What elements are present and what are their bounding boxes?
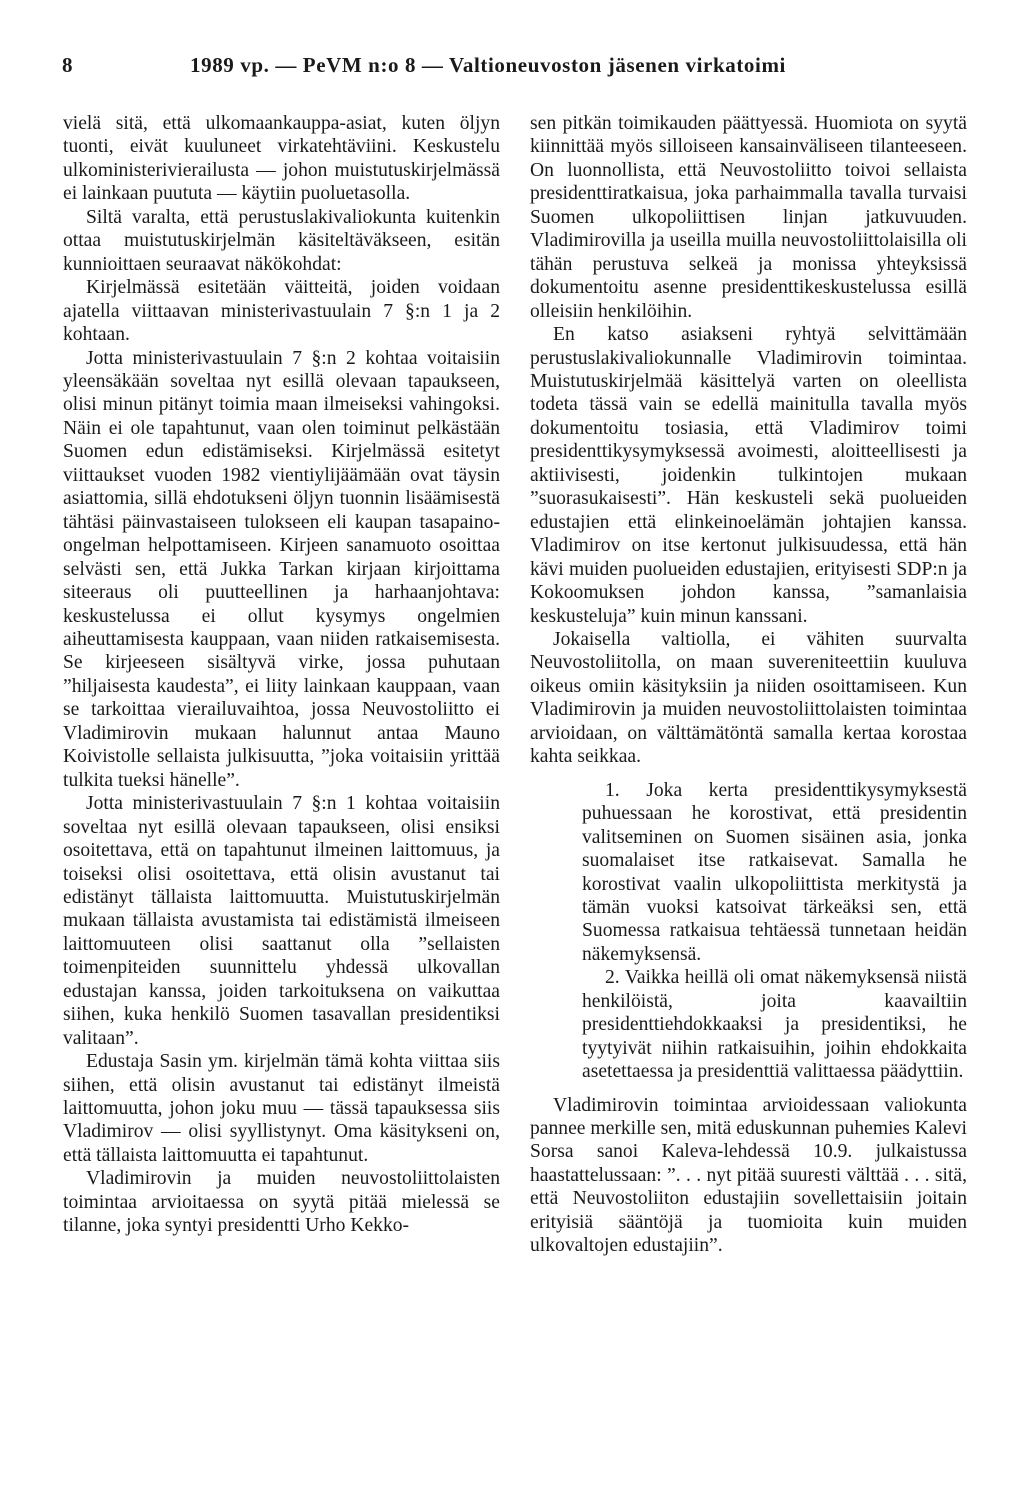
paragraph: Vladimirovin toimintaa arvioidessaan valiokunta pannee merkille sen, mitä eduskunnan puhemies Kalevi Sorsa sanoi Kaleva-lehdessä 10.9. julkaistussa haastattelussaan: ”. . . nyt pitää suuresti välttää . . . sitä, että Neuvostoliiton edustajiin sovellettaisiin joitain erityisiä sääntöjä ja tuomioita kuin muiden ulkovaltojen edustajiin”. bbox=[530, 1094, 967, 1257]
numbered-item: 1. Joka kerta presidenttikysymyksestä puhuessaan he korostivat, että presidentin valitseminen on Suomen sisäinen asia, jonka suomalaiset itse ratkaisevat. Samalla he korostivat vaalin ulkopoliittista merkitystä ja tämän vuoksi katsoivat tärkeäksi sen, että Suomessa ratkaisua tehtäessä tunnetaan heidän näkemyksensä. bbox=[582, 779, 967, 965]
numbered-item: 2. Vaikka heillä oli omat näkemyksensä niistä henkilöistä, joita kaavailtiin presidenttiehdokkaaksi ja presidentiksi, he tyytyivät niihin ratkaisuihin, joihin ehdokkaita asetettaessa ja presidenttiä valittaessa päädyttiin. bbox=[582, 967, 967, 1083]
paragraph: Jotta ministerivastuulain 7 §:n 2 kohtaa voitaisiin yleensäkään soveltaa nyt esillä olevaan tapaukseen, olisi minun pitänyt toimia maan ilmeiseksi vahingoksi. Näin ei ole tapahtunut, vaan olen toiminut pelkästään Suomen edun edistämiseksi. Kirjelmässä esitetyt viittaukset vuoden 1982 vientiylijäämään ovat täysin asiattomia, sillä ehdotukseni öljyn tuonnin lisäämisestä tähtäsi päinvastaiseen tulokseen eli kaupan tasapaino-ongelman helpottamiseen. Kirjeen sanamuoto osoittaa selvästi sen, että Jukka Tarkan kirjaan kirjoittama siteeraus oli puutteellinen ja harhaanjohtava: keskustelussa ei ollut kysymys ongelmien aiheuttamisesta kauppaan, vaan niiden ratkaisemisesta. Se kirjeeseen sisältyvä virke, jossa puhutaan ”hiljaisesta kaudesta”, ei liity lainkaan kauppaan, vaan se tarkoittaa vierailuvaihtoa, jossa Neuvostoliitto ei Vladimirovin mukaan halunnut antaa Mauno Koivistolle sellaista julkisuutta, ”joka voitaisiin yrittää tulkita tueksi hänelle”. bbox=[63, 347, 500, 791]
paragraph: En katso asiakseni ryhtyä selvittämään perustuslakivaliokunnalle Vladimirovin toimintaa. Muistutuskirjelmää käsittelyä varten on oleellista todeta tässä vain se edellä mainitulla tavalla myös dokumentoitu tosiasia, että Vladimirov toimi presidenttikysymyksessä avoimesti, aloitteellisesti ja aktiivisesti, joidenkin tulkintojen mukaan ”suorasukaisesti”. Hän keskusteli sekä puolueiden edustajien että elinkeinoelämän johtajien kanssa. Vladimirov on itse kertonut julkisuudessa, että hän kävi muiden puolueiden edustajien, erityisesti SDP:n ja Kokoomuksen johdon kanssa, ”samanlaisia keskusteluja” kuin minun kanssani. bbox=[530, 324, 967, 627]
paragraph: Jotta ministerivastuulain 7 §:n 1 kohtaa voitaisiin soveltaa nyt esillä olevaan tapaukseen, olisi ensiksi osoitettava, että on tapahtunut ilmeinen laittomuus, ja toiseksi olisi osoitettava, että olisin avustanut tai edistänyt tällaista laittomuutta. Muistutuskirjelmän mukaan tällaista avustamista tai edistämistä ilmeiseen laittomuuteen olisi saattanut olla ”sellaisten toimenpiteiden suunnittelu yhdessä ulkovallan edustajan kanssa, joiden tarkoituksena on vaikuttaa siihen, kuka henkilö Suomen tasavallan presidentiksi valitaan”. bbox=[63, 793, 500, 1049]
left-column bbox=[63, 112, 500, 1238]
paragraph: vielä sitä, että ulkomaankauppa-asiat, kuten öljyn tuonti, eivät kuuluneet virkatehtäviini. Keskustelu ulkoministerivierailusta — johon muistutuskirjelmässä ei lainkaan puututa — käytiin puoluetasolla. bbox=[63, 113, 500, 205]
paragraph: Vladimirovin ja muiden neuvostoliittolaisten toimintaa arvioitaessa on syytä pitää mielessä se tilanne, joka syntyi presidentti Urho Kekko- bbox=[63, 1168, 500, 1237]
paragraph: sen pitkän toimikauden päättyessä. Huomiota on syytä kiinnittää myös silloiseen kansainväliseen tilanteeseen. On luonnollista, että Neuvostoliitto toivoi sellaista presidenttiratkaisua, joka parhaimmalla tavalla turvaisi Suomen ulkopoliittisen linjan jatkuvuuden. Vladimirovilla ja useilla muilla neuvostoliittolaisilla oli tähän perustuva selkeä ja monissa yhteyksissä dokumentoitu asenne presidenttikeskustelussa esillä olleisiin henkilöihin. bbox=[530, 113, 967, 322]
right-column bbox=[530, 112, 967, 1258]
page-header bbox=[62, 53, 962, 87]
paragraph: Jokaisella valtiolla, ei vähiten suurvalta Neuvostoliitolla, on maan suvereniteettiin kuuluva oikeus omiin käsityksiin ja niiden osoittamiseen. Kun Vladimirovin ja muiden neuvostoliittolaisten toimintaa arvioidaan, on välttämätöntä samalla kertaa korostaa kahta seikkaa. bbox=[530, 628, 967, 768]
running-title: 1989 vp. — PeVM n:o 8 — Valtioneuvoston jäsenen virkatoimi bbox=[190, 53, 786, 77]
paragraph: Kirjelmässä esitetään väitteitä, joiden voidaan ajatella viittaavan ministerivastuulain 7 §:n 1 ja 2 kohtaan. bbox=[63, 277, 500, 346]
paragraph: Edustaja Sasin ym. kirjelmän tämä kohta viittaa siis siihen, että olisin avustanut tai edistänyt ilmeistä laittomuutta, johon joku muu — tässä tapauksessa siis Vladimirov — olisi syyllistynyt. Oma käsitykseni on, että tällaista laittomuutta ei tapahtunut. bbox=[63, 1051, 500, 1166]
paragraph: Siltä varalta, että perustuslakivaliokunta kuitenkin ottaa muistutuskirjelmän käsiteltäväkseen, esitän kunnioittaen seuraavat näkökohdat: bbox=[63, 206, 500, 275]
page-number: 8 bbox=[62, 53, 73, 77]
